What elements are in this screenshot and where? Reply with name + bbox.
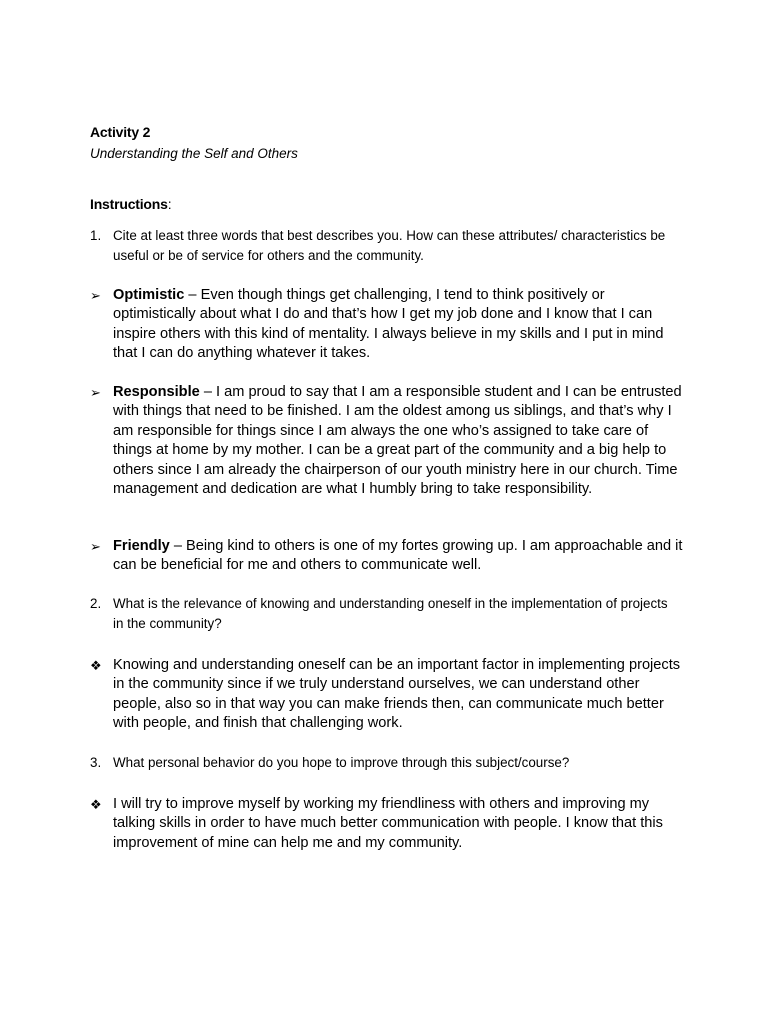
answer-item-friendly [90,537,690,576]
answer-item-responsible [90,383,690,499]
answer-keyword: Optimistic [113,287,185,303]
diamond-bullet-icon: ❖ [90,797,102,812]
arrow-bullet-icon: ➢ [90,288,101,303]
arrow-bullet-icon: ➢ [90,385,101,400]
answer-text: Knowing and understanding oneself can be an important factor in implementing projects in the community since if we truly understand ourselves, we can understand other people, also so in that way you can make friends then, can communicate much better with people, and finish that challenging work. [113,657,681,732]
question-2 [90,594,680,634]
instructions-label: Instructions [90,196,168,212]
arrow-bullet-icon: ➢ [90,539,101,554]
answer-item-q2 [90,656,690,734]
instructions-colon: : [167,196,172,212]
answer-keyword: Responsible [113,384,200,400]
diamond-bullet-icon: ❖ [90,658,102,673]
answer-item-q3 [90,795,690,853]
question-number: 2. [90,596,102,611]
question-number: 1. [90,228,102,243]
question-1 [90,226,680,266]
question-text: What personal behavior do you hope to improve through this subject/course? [113,755,570,770]
answer-text: I will try to improve myself by working my friendliness with others and improving my talking skills in order to have much better communication with people. I know that this improvement of mine can help me and my community. [113,796,663,851]
instructions-heading [90,196,172,212]
activity-subtitle: Understanding the Self and Others [90,146,298,161]
question-text: Cite at least three words that best describes you. How can these attributes/ characteristics be useful or be of service for others and the community. [113,228,666,263]
answer-item-optimistic [90,286,690,364]
activity-title: Activity 2 [90,124,151,140]
answer-text: – Being kind to others is one of my fortes growing up. I am approachable and it can be beneficial for me and others to communicate well. [113,538,683,574]
answer-text: – Even though things get challenging, I tend to think positively or optimistically about what I do and that’s how I get my job done and I know that I can inspire others with this kind of mentality. I always believe in my skills and I put in mind that I can do anything whatever it takes. [113,287,664,362]
question-3 [90,753,680,773]
answer-keyword: Friendly [113,538,170,554]
answer-text: – I am proud to say that I am a responsible student and I can be entrusted with things that need to be finished. I am the oldest among us siblings, and that’s why I am responsible for things since I am always the one who’s assigned to take care of things at home by my mother. I can be a great part of the community and a big help to others since I am already the chairperson of our youth ministry here in our church. Time management and dedication are what I humbly bring to take responsibility. [113,384,682,498]
question-number: 3. [90,755,102,770]
question-text: What is the relevance of knowing and understanding oneself in the implementation of projects in the community? [113,596,668,631]
